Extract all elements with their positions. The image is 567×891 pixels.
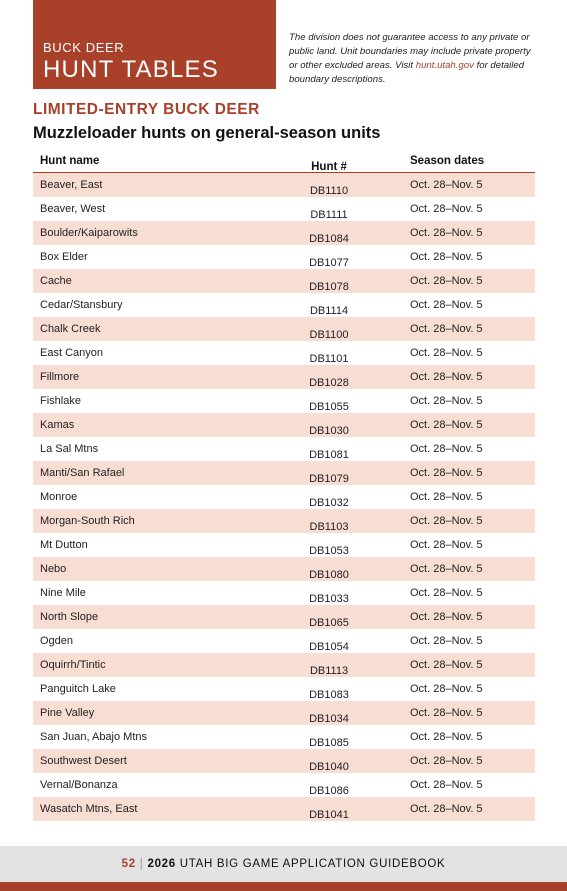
hunt-number-cell: DB1111 [310, 209, 348, 221]
season-dates-cell: Oct. 28–Nov. 5 [410, 707, 483, 719]
hunt-number-cell: DB1053 [309, 545, 349, 557]
hunt-name-cell: Mt Dutton [40, 539, 88, 551]
hunt-name-cell: Boulder/Kaiparowits [40, 227, 138, 239]
bottom-accent-bar [0, 882, 567, 891]
hunt-number-cell: DB1078 [309, 281, 349, 293]
hunt-name-cell: Nine Mile [40, 587, 86, 599]
hunt-number-cell: DB1113 [309, 665, 349, 677]
hunt-name-cell: Pine Valley [40, 707, 95, 719]
page-number: 52 [121, 858, 136, 870]
season-dates-cell: Oct. 28–Nov. 5 [410, 803, 483, 815]
table-row [33, 629, 535, 653]
season-dates-cell: Oct. 28–Nov. 5 [410, 539, 483, 551]
table-row [33, 557, 535, 581]
hunt-number-cell: DB1033 [309, 593, 349, 605]
table-row [33, 341, 535, 365]
hunt-name-cell: Box Elder [40, 251, 88, 263]
header-banner [33, 0, 276, 89]
hunt-name-cell: Panguitch Lake [40, 683, 116, 695]
hunt-name-cell: Ogden [40, 635, 74, 647]
column-header-hunt-name: Hunt name [40, 155, 100, 167]
hunt-number-cell: DB1055 [309, 401, 349, 413]
season-dates-cell: Oct. 28–Nov. 5 [410, 323, 483, 335]
table-row [33, 437, 535, 461]
hunt-name-cell: Fishlake [40, 395, 81, 407]
disclaimer-tail: for detailed boundary descriptions. [289, 60, 525, 85]
hunt-number-cell: DB1054 [309, 641, 349, 653]
season-dates-cell: Oct. 28–Nov. 5 [410, 251, 483, 263]
season-dates-cell: Oct. 28–Nov. 5 [410, 635, 483, 647]
hunt-name-cell: Monroe [40, 491, 78, 503]
table-row [33, 605, 535, 629]
season-dates-cell: Oct. 28–Nov. 5 [410, 443, 483, 455]
hunt-table [33, 150, 535, 821]
hunt-number-cell: DB1034 [309, 713, 349, 725]
hunt-number-cell: DB1084 [309, 233, 349, 245]
hunt-number-cell: DB1032 [309, 497, 349, 509]
season-dates-cell: Oct. 28–Nov. 5 [410, 563, 483, 575]
hunt-name-cell: Southwest Desert [40, 755, 127, 767]
table-row [33, 293, 535, 317]
hunt-number-cell: DB1079 [309, 473, 349, 485]
table-row [33, 797, 535, 821]
season-dates-cell: Oct. 28–Nov. 5 [410, 419, 483, 431]
header-subtitle: BUCK DEER [43, 40, 125, 55]
season-dates-cell: Oct. 28–Nov. 5 [410, 347, 483, 359]
table-title: Muzzleloader hunts on general-season units [33, 124, 381, 142]
hunt-name-cell: Cedar/Stansbury [40, 299, 123, 311]
season-dates-cell: Oct. 28–Nov. 5 [410, 731, 483, 743]
table-row [33, 749, 535, 773]
table-row [33, 677, 535, 701]
table-row [33, 533, 535, 557]
season-dates-cell: Oct. 28–Nov. 5 [410, 755, 483, 767]
hunt-number-cell: DB1100 [309, 329, 349, 341]
table-body [33, 173, 535, 821]
hunt-name-cell: Manti/San Rafael [40, 467, 125, 479]
table-row [33, 197, 535, 221]
table-row [33, 485, 535, 509]
table-row [33, 221, 535, 245]
hunt-number-cell: DB1077 [309, 257, 349, 269]
table-row [33, 269, 535, 293]
hunt-name-cell: La Sal Mtns [40, 443, 99, 455]
hunt-number-cell: DB1101 [309, 353, 349, 365]
hunt-name-cell: Wasatch Mtns, East [40, 803, 138, 815]
hunt-name-cell: Nebo [40, 563, 67, 575]
hunt-name-cell: Beaver, East [40, 179, 103, 191]
table-row [33, 413, 535, 437]
hunt-name-cell: Beaver, West [40, 203, 106, 215]
page-footer [0, 846, 567, 882]
disclaimer-text: The division does not guarantee access to any private or public land. Unit boundaries may include private property or other excluded areas. Visit [289, 32, 531, 71]
hunt-name-cell: San Juan, Abajo Mtns [40, 731, 148, 743]
hunt-number-cell: DB1083 [309, 689, 349, 701]
table-row [33, 461, 535, 485]
hunt-name-cell: Oquirrh/Tintic [40, 659, 106, 671]
hunt-name-cell: East Canyon [40, 347, 103, 359]
table-row [33, 173, 535, 197]
hunt-number-cell: DB1030 [309, 425, 349, 437]
hunt-name-cell: North Slope [40, 611, 99, 623]
page-title: HUNT TABLES [43, 56, 219, 83]
footer-publication: UTAH BIG GAME APPLICATION GUIDEBOOK [175, 858, 446, 870]
season-dates-cell: Oct. 28–Nov. 5 [410, 227, 483, 239]
season-dates-cell: Oct. 28–Nov. 5 [410, 203, 483, 215]
hunt-number-cell: DB1041 [309, 809, 349, 821]
hunt-number-cell: DB1028 [309, 377, 349, 389]
season-dates-cell: Oct. 28–Nov. 5 [410, 779, 483, 791]
season-dates-cell: Oct. 28–Nov. 5 [410, 395, 483, 407]
hunt-name-cell: Fillmore [40, 371, 80, 383]
season-dates-cell: Oct. 28–Nov. 5 [410, 371, 483, 383]
hunt-number-cell: DB1086 [309, 785, 349, 797]
season-dates-cell: Oct. 28–Nov. 5 [410, 299, 483, 311]
hunt-number-cell: DB1080 [309, 569, 349, 581]
table-row [33, 389, 535, 413]
table-row [33, 653, 535, 677]
table-row [33, 701, 535, 725]
season-dates-cell: Oct. 28–Nov. 5 [410, 587, 483, 599]
table-row [33, 725, 535, 749]
disclaimer [289, 31, 539, 87]
hunt-number-cell: DB1103 [309, 521, 349, 533]
hunt-number-cell: DB1040 [309, 761, 349, 773]
section-title: LIMITED-ENTRY BUCK DEER [33, 101, 260, 118]
table-header [33, 150, 535, 173]
hunt-number-cell: DB1065 [309, 617, 349, 629]
column-header-hunt-number: Hunt # [311, 161, 347, 173]
footer-separator: | [139, 858, 144, 870]
hunt-name-cell: Chalk Creek [40, 323, 101, 335]
hunt-number-cell: DB1085 [309, 737, 349, 749]
table-row [33, 773, 535, 797]
boundary-link[interactable]: hunt.utah.gov [415, 60, 474, 71]
footer-year: 2026 [147, 858, 176, 870]
hunt-number-cell: DB1114 [309, 305, 349, 317]
season-dates-cell: Oct. 28–Nov. 5 [410, 275, 483, 287]
table-row [33, 245, 535, 269]
hunt-name-cell: Kamas [40, 419, 75, 431]
season-dates-cell: Oct. 28–Nov. 5 [410, 179, 483, 191]
table-row [33, 509, 535, 533]
hunt-name-cell: Morgan-South Rich [40, 515, 135, 527]
season-dates-cell: Oct. 28–Nov. 5 [410, 515, 483, 527]
table-row [33, 581, 535, 605]
season-dates-cell: Oct. 28–Nov. 5 [410, 683, 483, 695]
hunt-number-cell: DB1081 [309, 449, 349, 461]
season-dates-cell: Oct. 28–Nov. 5 [410, 659, 483, 671]
season-dates-cell: Oct. 28–Nov. 5 [410, 467, 483, 479]
hunt-name-cell: Vernal/Bonanza [40, 779, 118, 791]
column-header-season-dates: Season dates [410, 155, 485, 167]
table-row [33, 365, 535, 389]
hunt-number-cell: DB1110 [309, 185, 349, 197]
season-dates-cell: Oct. 28–Nov. 5 [410, 611, 483, 623]
season-dates-cell: Oct. 28–Nov. 5 [410, 491, 483, 503]
hunt-name-cell: Cache [40, 275, 72, 287]
table-row [33, 317, 535, 341]
